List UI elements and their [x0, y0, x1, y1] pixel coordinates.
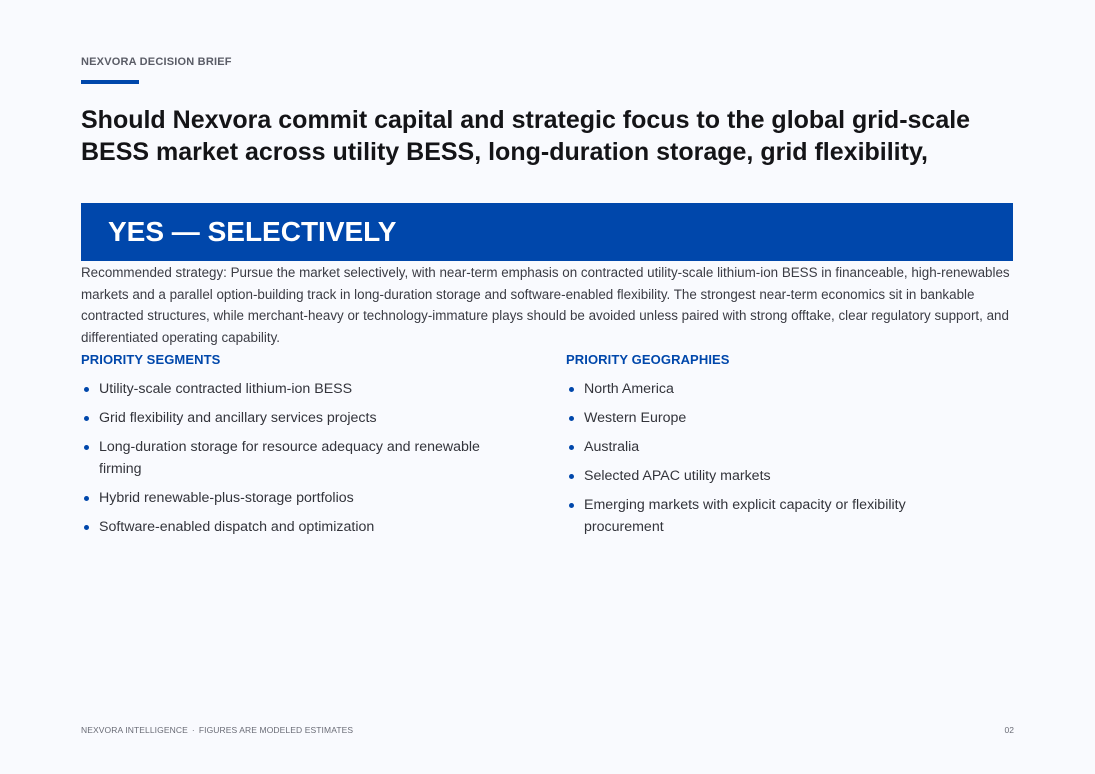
segment-text: Software-enabled dispatch and optimization: [99, 519, 375, 535]
geography-text: Selected APAC utility markets: [584, 468, 771, 484]
footer-source-label: NEXVORA INTELLIGENCE: [81, 725, 188, 735]
segment-text: Hybrid renewable-plus-storage portfolios: [99, 490, 354, 506]
bullet-dot-icon: [569, 503, 574, 508]
verdict-banner: [81, 203, 1013, 261]
list-item: [81, 487, 521, 509]
list-item: [566, 465, 966, 487]
list-item: [566, 378, 966, 400]
bullet-dot-icon: [569, 416, 574, 421]
list-item: [81, 516, 521, 538]
bullet-dot-icon: [569, 474, 574, 479]
geography-text: Emerging markets with explicit capacity or flexibility procurement: [584, 497, 906, 535]
verdict-label: YES — SELECTIVELY: [108, 216, 397, 247]
bullet-dot-icon: [84, 387, 89, 392]
bullet-dot-icon: [569, 445, 574, 450]
page-number: 02: [1004, 725, 1014, 735]
priority-segments-heading: PRIORITY SEGMENTS: [81, 352, 221, 367]
bullet-dot-icon: [84, 525, 89, 530]
footer-note: FIGURES ARE MODELED ESTIMATES: [198, 725, 354, 735]
list-item: [81, 378, 521, 400]
segment-text: Grid flexibility and ancillary services projects: [99, 410, 377, 426]
geography-text: Australia: [584, 439, 640, 455]
segment-text: Long-duration storage for resource adequacy and renewable firming: [99, 439, 480, 477]
kicker-accent-rule: [81, 80, 139, 84]
bullet-dot-icon: [569, 387, 574, 392]
strategy-summary: Recommended strategy: Pursue the market selectively, with near-term emphasis on contracted utility-scale lithium-ion BESS in financeable, high-renewables markets and a parallel option-building track in long-duration storage and software-enabled flexibility. The strongest near-term economics sit in bankable contracted structures, while merchant-heavy or technology-immature plays should be avoided unless paired with strong offtake, clear regulatory support, and differentiated operating capability.: [81, 265, 1010, 345]
list-item: [81, 407, 521, 429]
bullet-dot-icon: [84, 445, 89, 450]
geography-text: North America: [584, 381, 674, 397]
priority-geographies-heading: PRIORITY GEOGRAPHIES: [566, 352, 730, 367]
page-title: Should Nexvora commit capital and strategic focus to the global grid-scale BESS market across utility BESS, long-duration storage, grid flexibility,: [81, 106, 971, 166]
priority-segments-section: [81, 352, 521, 545]
bullet-dot-icon: [84, 416, 89, 421]
footer-source: [81, 725, 353, 735]
list-item: [81, 436, 521, 480]
footer-separator: ·: [191, 725, 195, 735]
list-item: [566, 407, 966, 429]
brief-kicker: NEXVORA DECISION BRIEF: [81, 56, 232, 68]
priority-geographies-list: [566, 378, 966, 538]
list-item: [566, 436, 966, 458]
priority-segments-list: [81, 378, 521, 538]
segment-text: Utility-scale contracted lithium-ion BESS: [99, 381, 353, 397]
geography-text: Western Europe: [584, 410, 687, 426]
list-item: [566, 494, 966, 538]
priority-geographies-section: [566, 352, 966, 545]
bullet-dot-icon: [84, 496, 89, 501]
